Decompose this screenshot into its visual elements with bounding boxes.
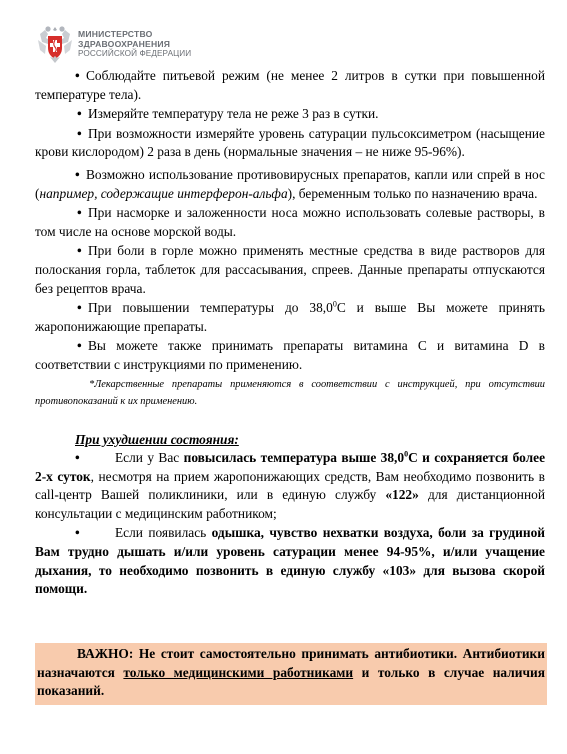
list-item-example: например, содержащие интерферон-альфа bbox=[39, 185, 288, 201]
list-item-text: Вы можете также принимать препараты витамина С и витамина D в соответствии с инструкциями по применению. bbox=[35, 338, 545, 372]
list-item-text: Возможно использование противовирусных препаратов, капли или спрей в нос ( bbox=[35, 166, 545, 201]
list-item-bold: одышка, чувство нехватки воздуха, боли за грудиной Вам трудно дышать и/или уровень сатурации менее 94-95%, и/или учащение дыхания, то необходимо позвонить в единую службу «103» для вызова скорой помощи. bbox=[35, 525, 545, 597]
document-body bbox=[35, 67, 545, 600]
list-item bbox=[35, 337, 545, 374]
list-item-text: При боли в горле можно применять местные средства в виде растворов для полоскания горла, таблеток для рассасывания, спреев. Данные препараты отпускаются без рецептов врача. bbox=[35, 243, 545, 296]
list-item bbox=[35, 204, 545, 241]
list-item-text: При возможности измеряйте уровень сатурации пульсоксиметром (насыщение крови кислородом) 2 раза в день (нормальные значения – не ниже 95-96%). bbox=[35, 125, 545, 160]
section-title: При ухудшении состояния: bbox=[75, 431, 239, 447]
list-item-text: Измеряйте температуру тела не реже 3 раз в сутки. bbox=[88, 106, 379, 122]
ministry-name-line1: МИНИСТЕРСТВО bbox=[78, 29, 153, 39]
list-item-text: Если у Вас bbox=[115, 450, 184, 466]
list-item-text: Соблюдайте питьевой режим (не менее 2 литров в сутки при повышенной температуре тела). bbox=[35, 68, 545, 102]
list-item-text: для дистанционной консультации с медицинским работником; bbox=[35, 487, 545, 521]
list-item bbox=[35, 524, 545, 598]
list-item-text: Если появилась bbox=[115, 525, 212, 541]
list-item bbox=[35, 125, 545, 162]
list-item-text: , несмотря на прием жаропонижающих средств, Вам необходимо позвонить в call-центр Вашей поликлиники, или в единую службу bbox=[35, 468, 545, 503]
degree-mark: 0 bbox=[404, 449, 409, 459]
important-notice bbox=[35, 643, 547, 705]
important-underlined: только медицинскими работниками bbox=[123, 664, 354, 680]
list-item-text: ), беременным только по назначению врача. bbox=[287, 185, 538, 201]
list-item-text: При повышении температуры до 38,0 bbox=[88, 300, 333, 316]
list-item bbox=[35, 242, 545, 298]
phone-122: «122» bbox=[385, 487, 419, 503]
ministry-name-line2: ЗДРАВООХРАНЕНИЯ bbox=[78, 39, 171, 49]
list-item bbox=[35, 67, 545, 104]
list-item bbox=[35, 105, 545, 124]
list-item-text: С и выше Вы можете принять жаропонижающие препараты. bbox=[35, 300, 545, 334]
list-item bbox=[35, 299, 545, 336]
ministry-emblem-icon bbox=[36, 24, 74, 64]
worsening-list bbox=[35, 449, 545, 599]
important-text: и только в случае наличия показаний. bbox=[37, 664, 545, 699]
ministry-name bbox=[78, 29, 191, 59]
important-text: ВАЖНО: Не стоит самостоятельно принимать антибиотики. Антибиотики назначаются bbox=[37, 646, 545, 680]
list-item bbox=[35, 166, 545, 203]
degree-mark: 0 bbox=[332, 299, 337, 309]
list-item-bold: С и сохраняется более 2-х суток bbox=[35, 450, 546, 484]
list-item bbox=[35, 449, 545, 523]
list-item-text: При насморке и заложенности носа можно использовать солевые растворы, в том числе на основе морской воды. bbox=[35, 205, 545, 239]
ministry-header bbox=[36, 24, 191, 64]
list-item-bold: повысилась температура выше 38,0 bbox=[183, 450, 405, 466]
footnote: *Лекарственные препараты применяются в соответствии с инструкцией, при отсутствии противопоказаний к их применению. bbox=[35, 378, 545, 407]
ministry-name-line3: РОССИЙСКОЙ ФЕДЕРАЦИИ bbox=[78, 49, 192, 58]
